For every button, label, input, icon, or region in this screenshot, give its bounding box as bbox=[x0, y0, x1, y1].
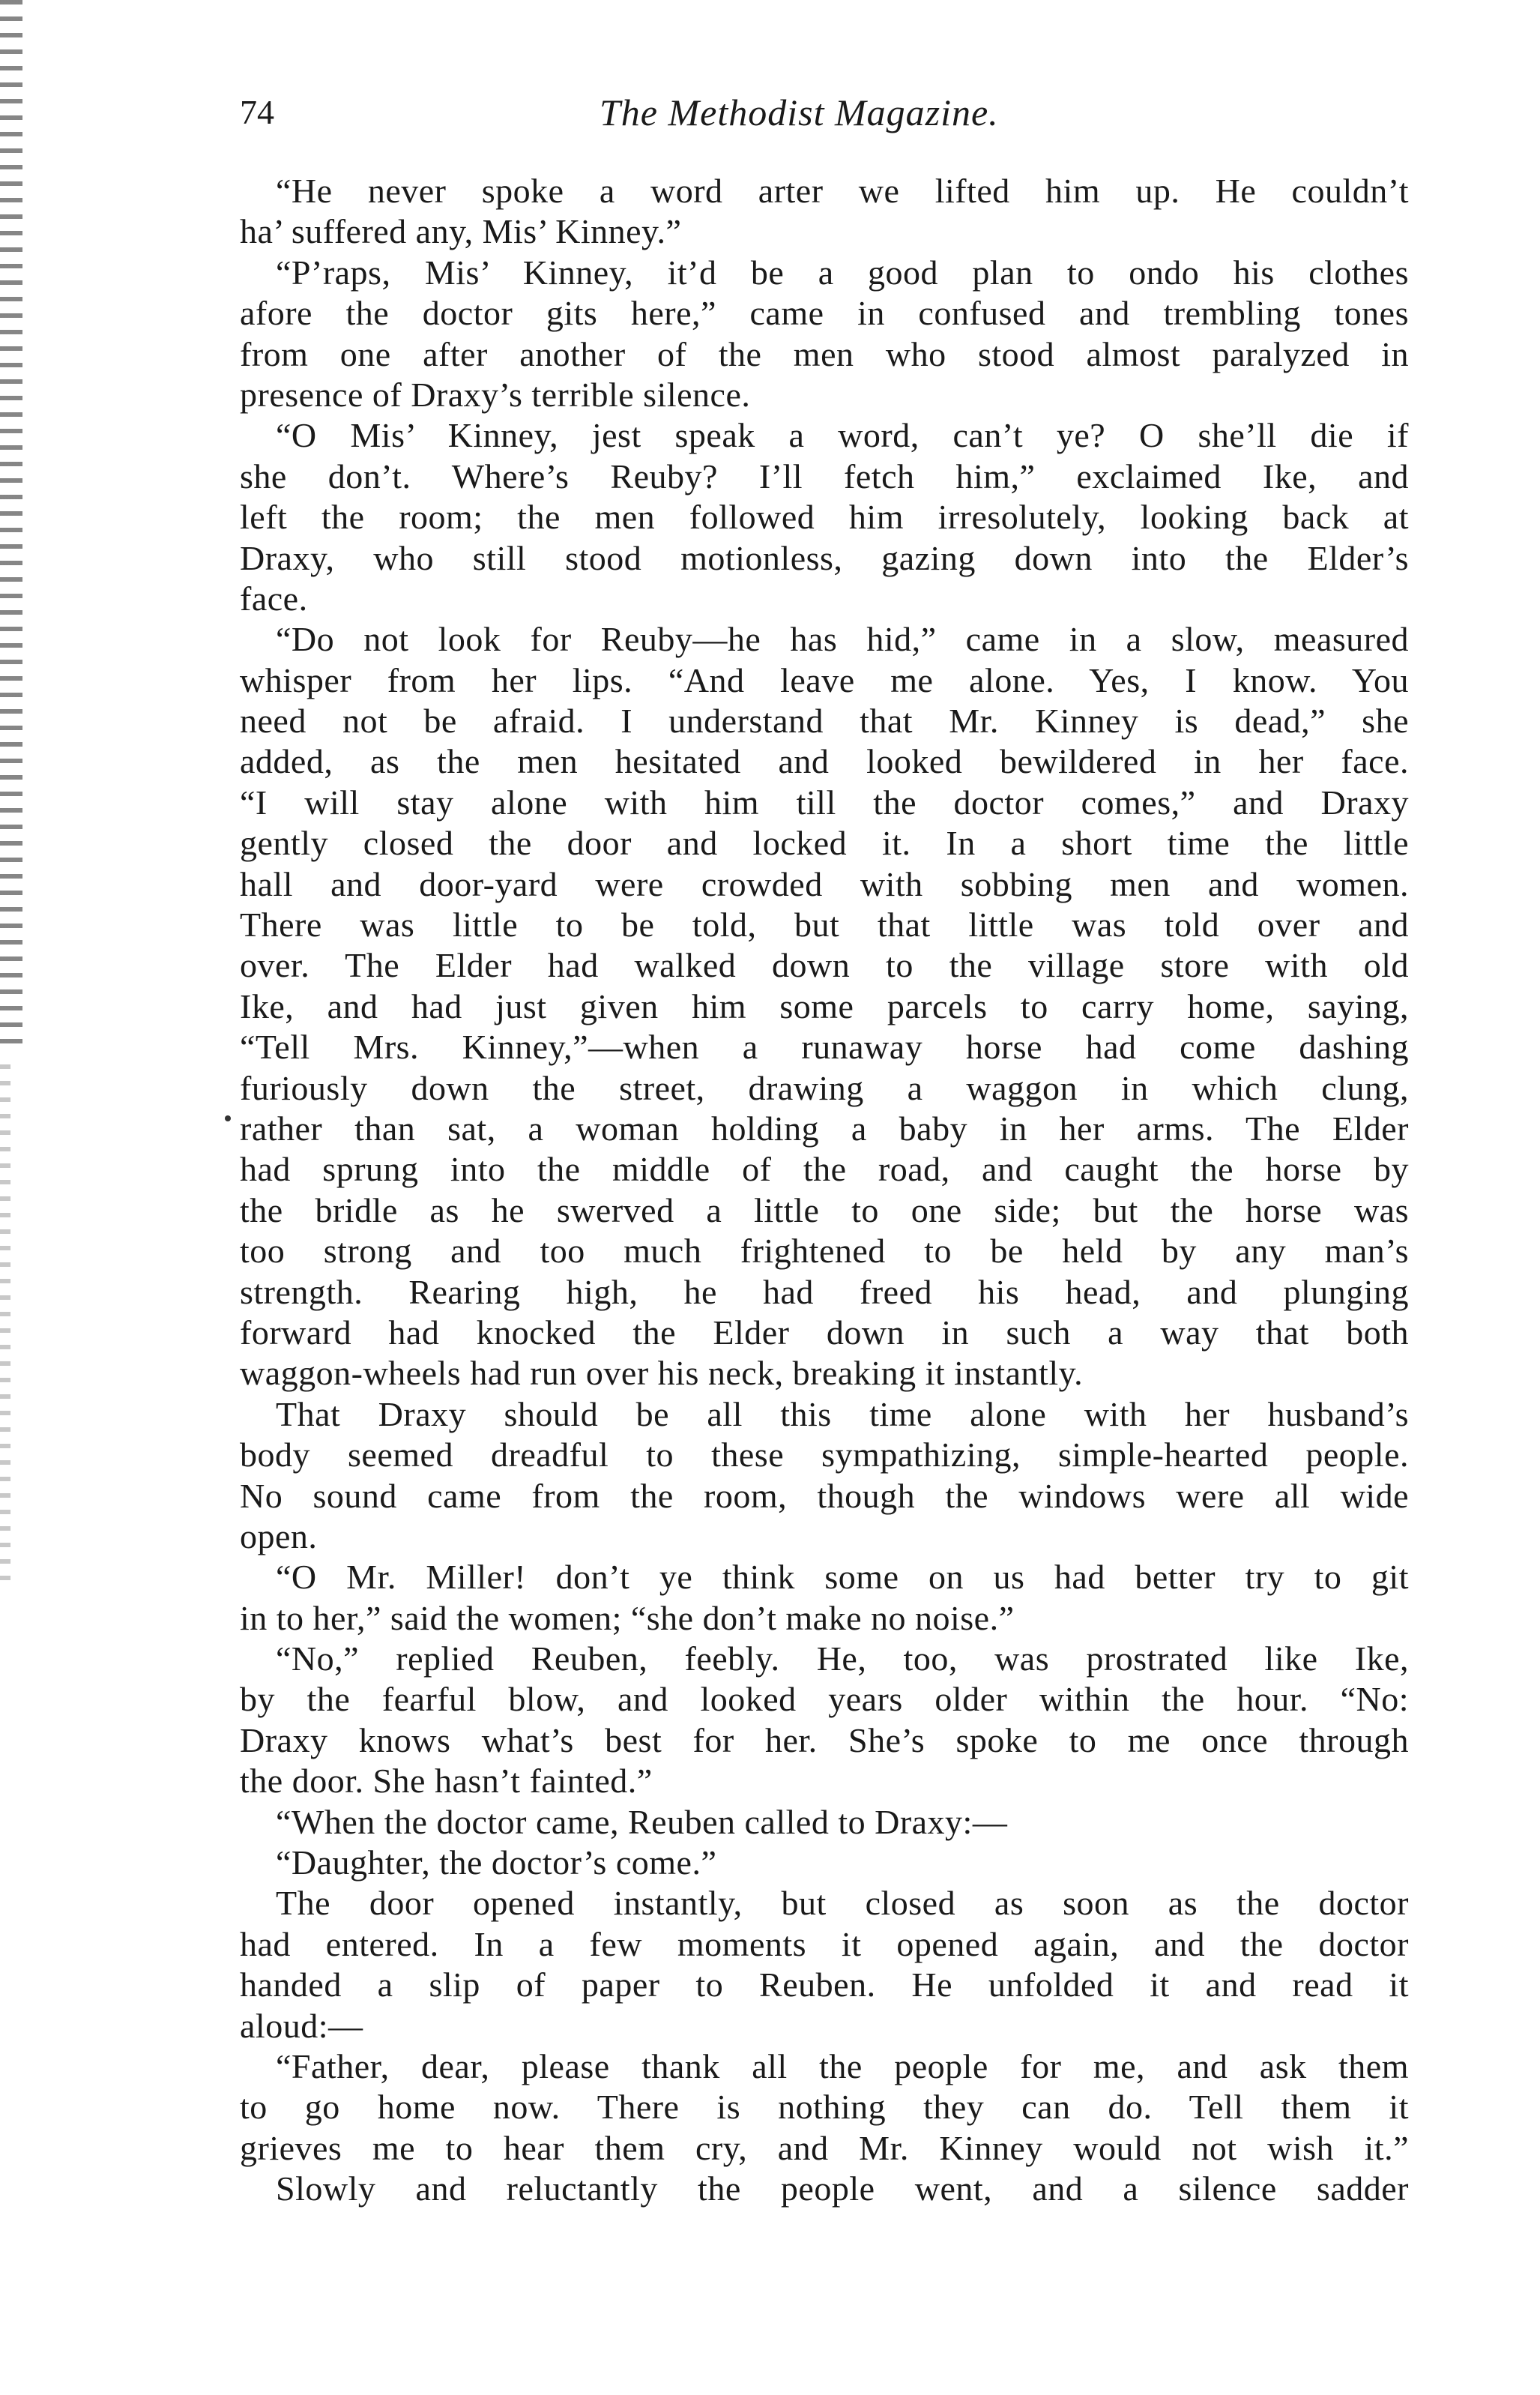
binding-edge bbox=[0, 0, 22, 1049]
text-line: “Do not look for Reuby—he has hid,” came in a slow, measured bbox=[276, 620, 1409, 659]
text-line: No sound came from the room, though the windows were all wide bbox=[240, 1476, 1409, 1515]
text-line: “O Mis’ Kinney, jest speak a word, can’t ye? O she’ll die if bbox=[276, 416, 1409, 455]
text-line: hall and door-yard were crowded with sobbing men and women. bbox=[240, 864, 1409, 903]
text-line: too strong and too much frightened to be held by any man’s bbox=[240, 1232, 1409, 1271]
text-line: “He never spoke a word arter we lifted him up. He couldn’t bbox=[276, 172, 1409, 210]
text-line: ha’ suffered any, Mis’ Kinney.” bbox=[240, 212, 682, 251]
body-text bbox=[240, 171, 1409, 2210]
text-line: need not be afraid. I understand that Mr. Kinney is dead,” she bbox=[240, 702, 1409, 741]
text-line: “Tell Mrs. Kinney,”—when a runaway horse had come dashing bbox=[240, 1028, 1409, 1067]
text-line: open. bbox=[240, 1516, 318, 1555]
text-line: forward had knocked the Elder down in such a way that both bbox=[240, 1313, 1409, 1352]
text-line: over. The Elder had walked down to the village store with old bbox=[240, 946, 1409, 985]
binding-edge-lower bbox=[0, 1064, 10, 1589]
text-line: Draxy knows what’s best for her. She’s spoke to me once through bbox=[240, 1720, 1409, 1759]
text-line: added, as the men hesitated and looked bewildered in her face. bbox=[240, 742, 1409, 781]
text-line: handed a slip of paper to Reuben. He unfolded it and read it bbox=[240, 1965, 1409, 2004]
text-line: had sprung into the middle of the road, and caught the horse by bbox=[240, 1150, 1409, 1189]
text-line: the bridle as he swerved a little to one side; but the horse was bbox=[240, 1190, 1409, 1229]
page-header bbox=[240, 86, 1409, 139]
text-line: had entered. In a few moments it opened again, and the doctor bbox=[240, 1924, 1409, 1963]
text-line: whisper from her lips. “And leave me alone. Yes, I know. You bbox=[240, 660, 1409, 699]
text-line: “I will stay alone with him till the doctor comes,” and Draxy bbox=[240, 783, 1409, 822]
running-title: The Methodist Magazine. bbox=[600, 91, 999, 133]
text-line: Slowly and reluctantly the people went, and a silence sadder bbox=[276, 2169, 1409, 2208]
text-line: in to her,” said the women; “she don’t make no noise.” bbox=[240, 1598, 1015, 1637]
text-line: “Father, dear, please thank all the people for me, and ask them bbox=[276, 2046, 1409, 2085]
text-line: afore the doctor gits here,” came in confused and trembling tones bbox=[240, 294, 1409, 333]
text-line: by the fearful blow, and looked years older within the hour. “No: bbox=[240, 1680, 1409, 1719]
text-line: left the room; the men followed him irresolutely, looking back at bbox=[240, 498, 1409, 537]
text-line: “O Mr. Miller! don’t ye think some on us had better try to git bbox=[276, 1558, 1409, 1597]
text-line: There was little to be told, but that little was told over and bbox=[240, 906, 1409, 945]
text-line: gently closed the door and locked it. In a short time the little bbox=[240, 824, 1409, 863]
text-line: waggon-wheels had run over his neck, breaking it instantly. bbox=[240, 1354, 1084, 1393]
text-line: face. bbox=[240, 579, 308, 618]
text-line: rather than sat, a woman holding a baby in her arms. The Elder bbox=[240, 1109, 1409, 1148]
text-line: strength. Rearing high, he had freed his head, and plunging bbox=[240, 1272, 1409, 1311]
text-line: Draxy, who still stood motionless, gazing down into the Elder’s bbox=[240, 538, 1409, 577]
text-line: the door. She hasn’t fainted.” bbox=[240, 1762, 653, 1801]
text-line: body seemed dreadful to these sympathizing, simple-hearted people. bbox=[240, 1436, 1409, 1474]
text-line: “When the doctor came, Reuben called to Draxy:— bbox=[276, 1802, 1008, 1841]
text-line: presence of Draxy’s terrible silence. bbox=[240, 375, 751, 414]
text-line: she don’t. Where’s Reuby? I’ll fetch him,” exclaimed Ike, and bbox=[240, 457, 1409, 495]
text-line: “No,” replied Reuben, feebly. He, too, was prostrated like Ike, bbox=[276, 1639, 1409, 1678]
text-line: aloud:— bbox=[240, 2006, 363, 2045]
text-line: grieves me to hear them cry, and Mr. Kinney would not wish it.” bbox=[240, 2128, 1409, 2167]
text-line: That Draxy should be all this time alone with her husband’s bbox=[276, 1394, 1409, 1433]
text-line: to go home now. There is nothing they can do. Tell them it bbox=[240, 2088, 1409, 2127]
text-line: Ike, and had just given him some parcels to carry home, saying, bbox=[240, 986, 1409, 1025]
text-line: “P’raps, Mis’ Kinney, it’d be a good plan to ondo his clothes bbox=[276, 253, 1409, 292]
text-line: furiously down the street, drawing a waggon in which clung, bbox=[240, 1068, 1409, 1107]
stray-print-mark bbox=[225, 1115, 231, 1121]
text-line: “Daughter, the doctor’s come.” bbox=[276, 1843, 717, 1882]
page-number: 74 bbox=[240, 93, 274, 131]
text-line: from one after another of the men who stood almost paralyzed in bbox=[240, 334, 1409, 373]
text-line: The door opened instantly, but closed as soon as the doctor bbox=[276, 1884, 1409, 1923]
